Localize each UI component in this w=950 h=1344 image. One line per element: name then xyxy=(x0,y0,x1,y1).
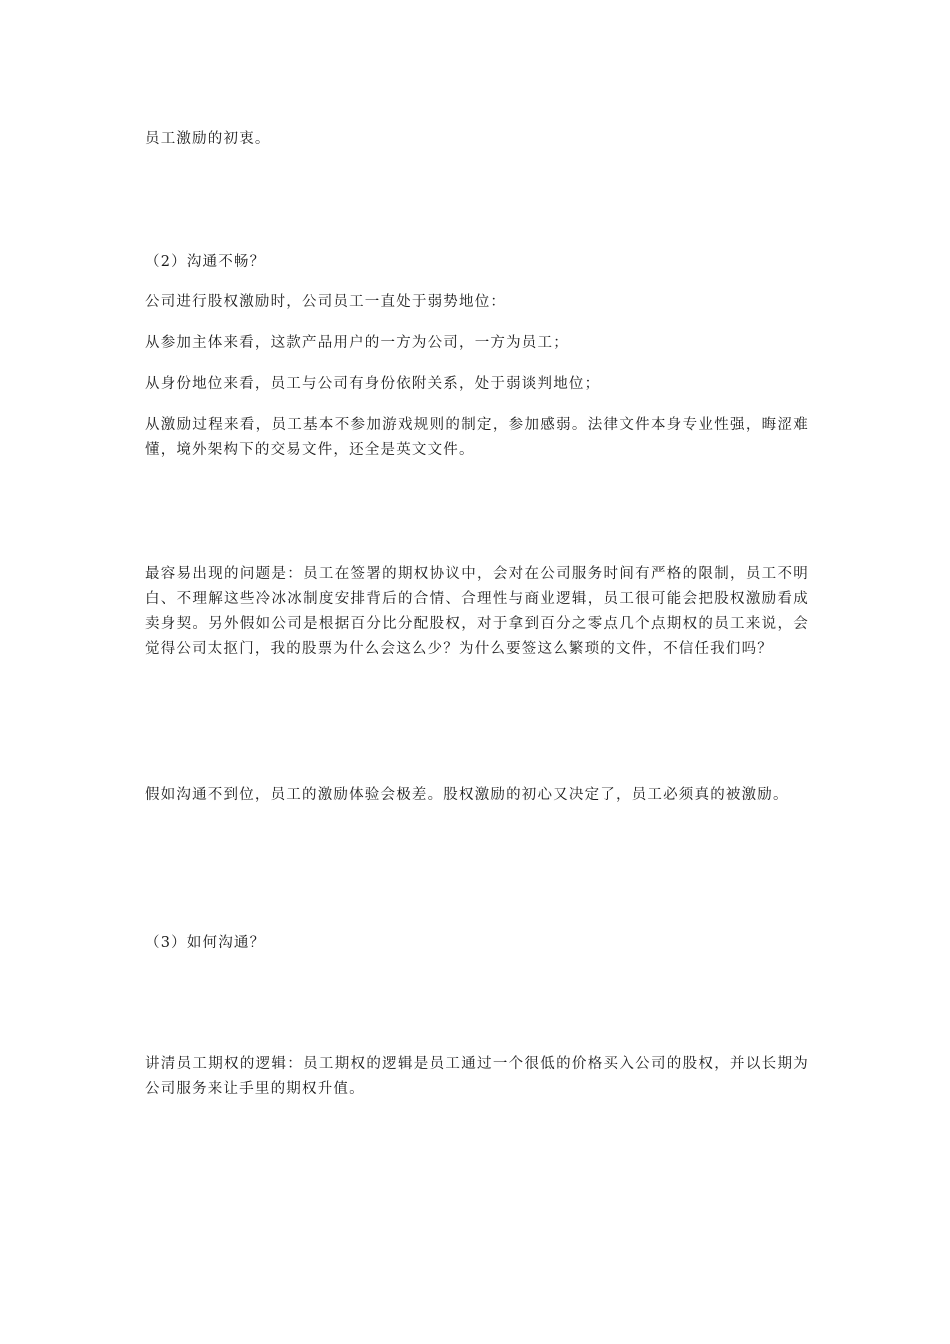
section-heading-2: （2）沟通不畅？ xyxy=(145,254,266,270)
paragraph-subject: 从参加主体来看，这款产品用户的一方为公司，一方为员工； xyxy=(145,335,569,351)
paragraph-identity: 从身份地位来看，员工与公司有身份依附关系，处于弱谈判地位； xyxy=(145,376,601,392)
paragraph-weak-position: 公司进行股权激励时，公司员工一直处于弱势地位： xyxy=(145,294,507,310)
paragraph-common-problem: 最容易出现的问题是：员工在签署的期权协议中，会对在公司服务时间有严格的限制，员工不明白、不理解这些冷冰冰制度安排背后的合情、合理性与商业逻辑，员工很可能会把股权激励看成卖身契。另外假如公司是根据百分比分配股权，对于拿到百分之零点几个点期权的员工来说，会觉得公司太抠门，我的股票为什么会这么少？为什么要签这么繁琐的文件，不信任我们吗？ xyxy=(145,566,809,657)
paragraph-process: 从激励过程来看，员工基本不参加游戏规则的制定，参加感弱。法律文件本身专业性强，晦涩难懂，境外架构下的交易文件，还全是英文文件。 xyxy=(145,417,809,458)
paragraph-intro-tail: 员工激励的初衷。 xyxy=(145,131,271,147)
paragraph-poor-communication: 假如沟通不到位，员工的激励体验会极差。股权激励的初心又决定了，员工必须真的被激励。 xyxy=(145,787,789,803)
section-heading-3: （3）如何沟通？ xyxy=(145,935,266,951)
paragraph-option-logic: 讲清员工期权的逻辑：员工期权的逻辑是员工通过一个很低的价格买入公司的股权，并以长期为公司服务来让手里的期权升值。 xyxy=(145,1056,809,1097)
